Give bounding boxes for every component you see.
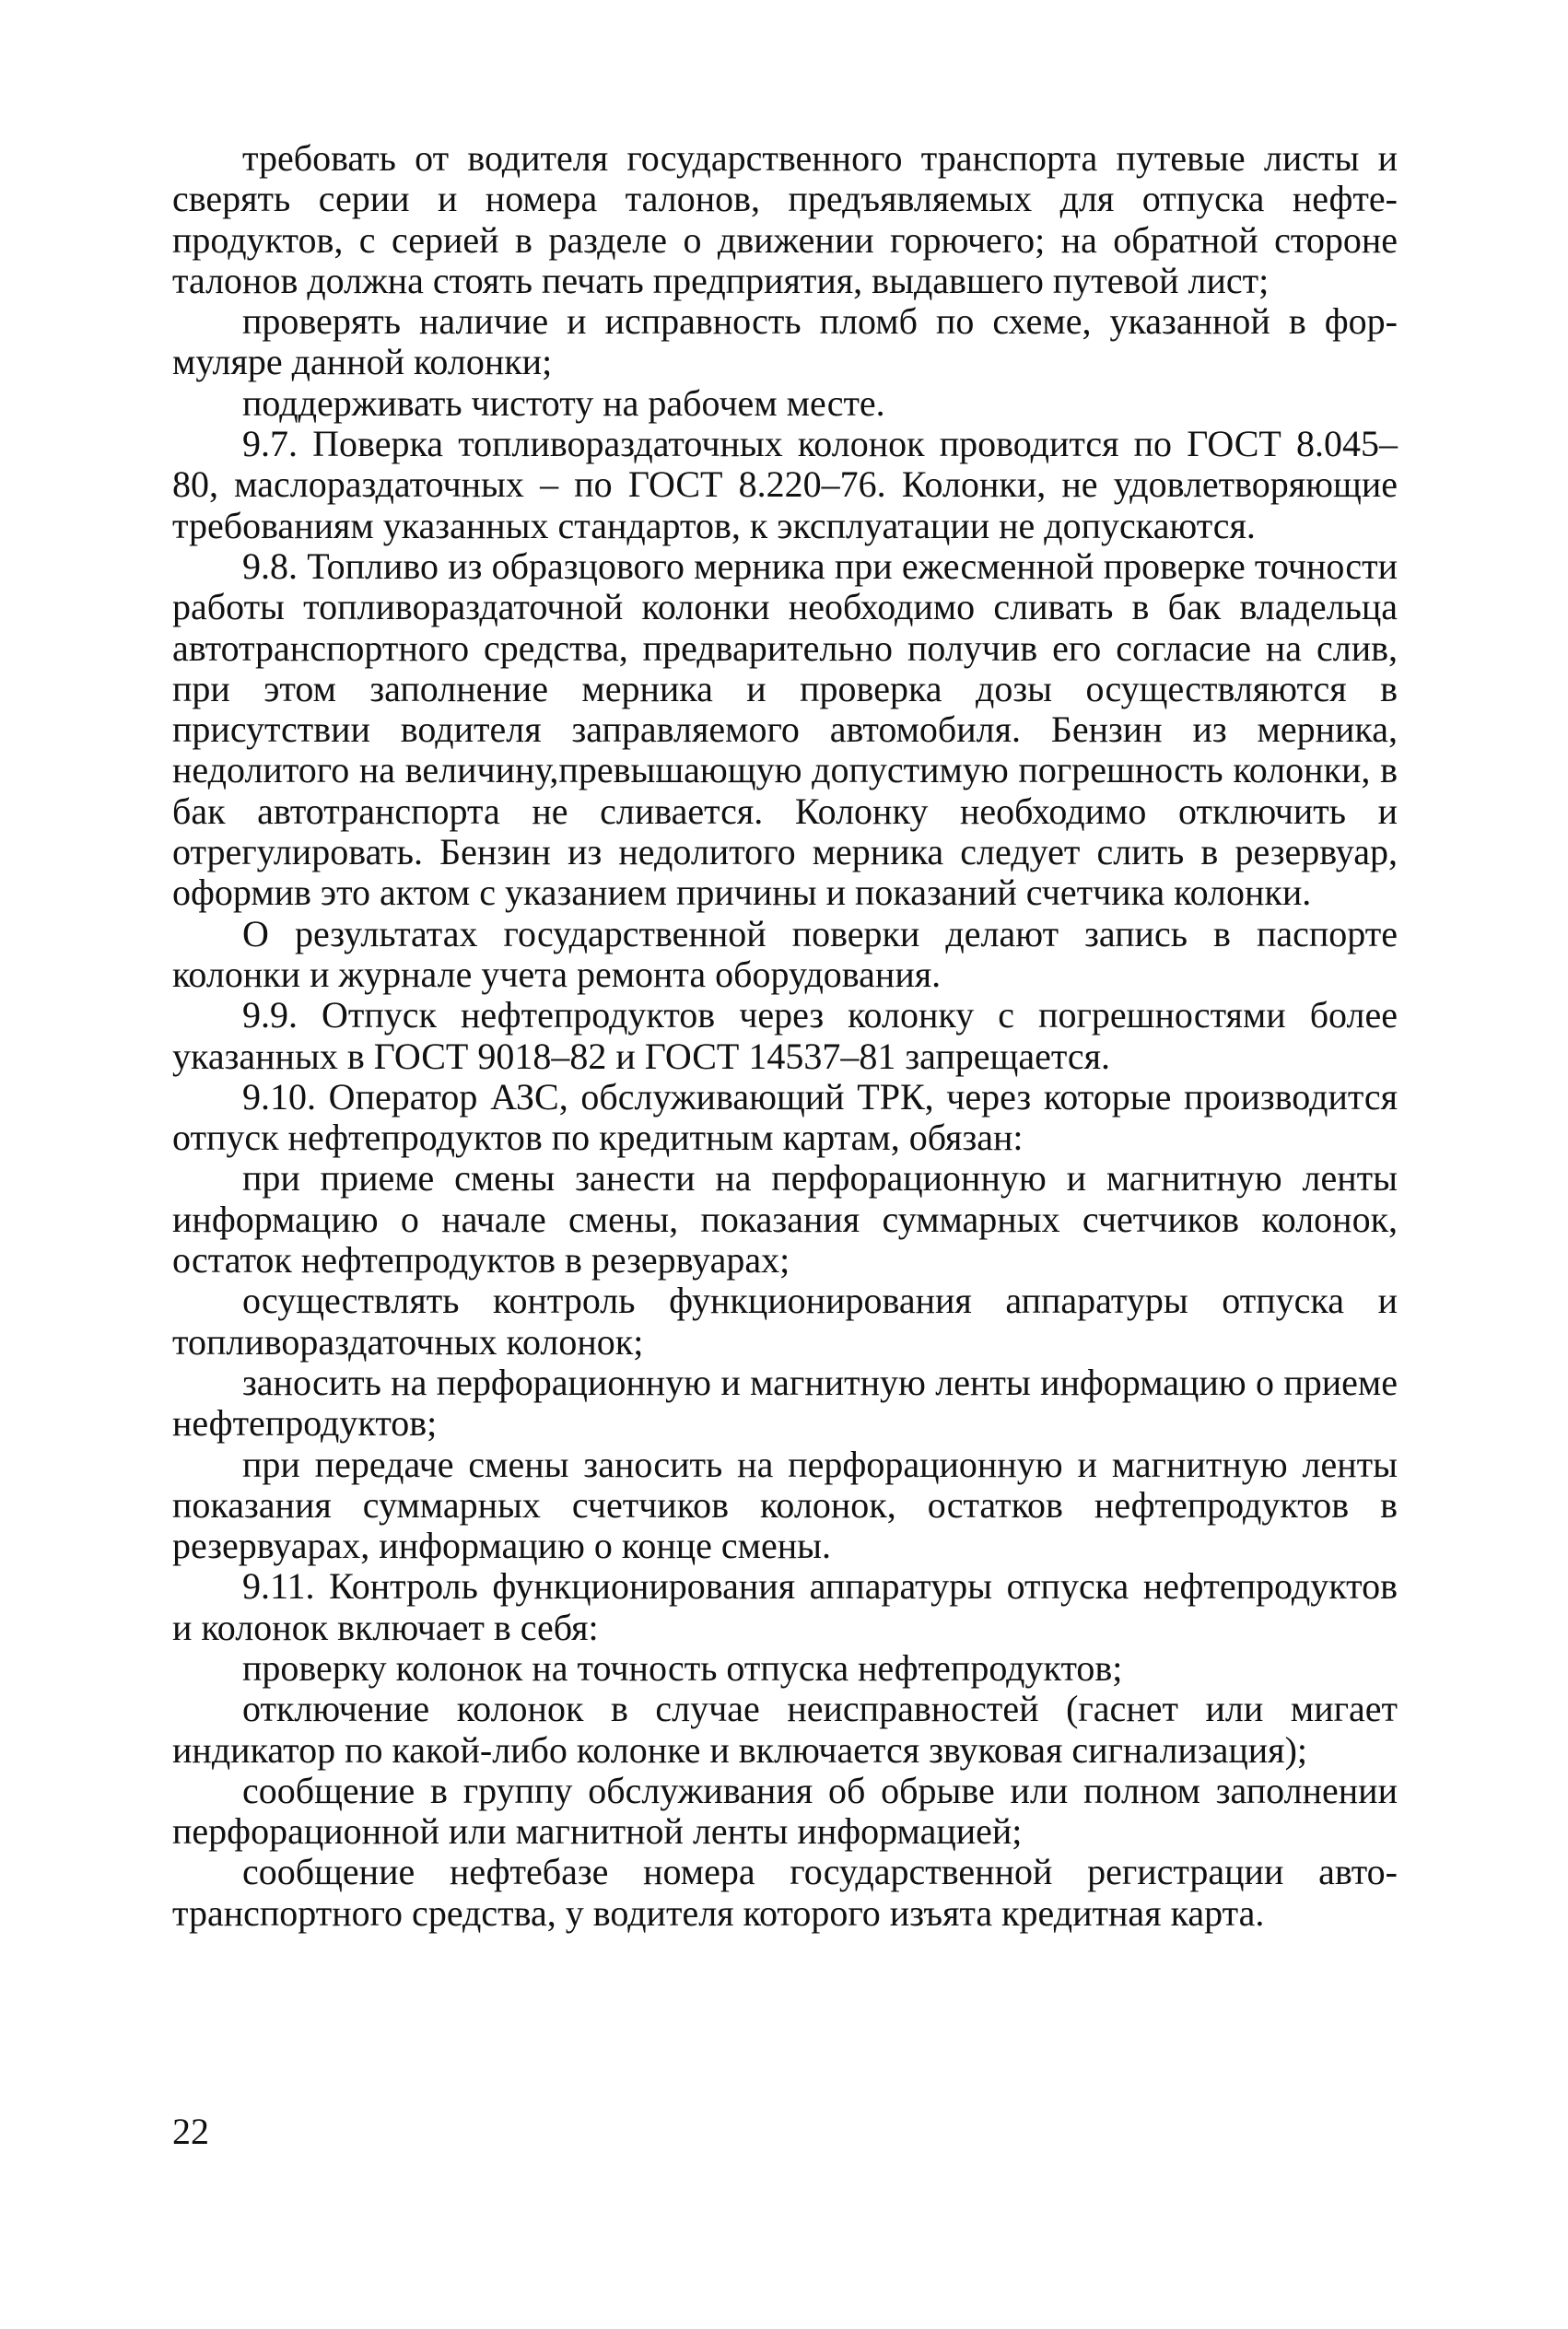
- paragraph-9-11: 9.11. Контроль функционирования аппаратуры отпуска нефтепродуктов и колонок включает в себя:: [172, 1565, 1398, 1648]
- paragraph-16: сообщение в группу обслуживания об обрыве или полном заполнении перфорационной или магнитной ленты информацией;: [172, 1769, 1398, 1853]
- paragraph-9-10: 9.10. Оператор АЗС, обслуживающий ТРК, через которые производится отпуск нефтепродуктов по кредитным картам, обязан:: [172, 1075, 1398, 1159]
- paragraph-12: при передаче смены заносить на перфорационную и магнитную ленты показания суммарных счетчиков колонок, остатков нефтепродуктов в резервуарах, информацию о конце смены.: [172, 1443, 1398, 1567]
- paragraph-11: заносить на перфорационную и магнитную ленты информацию о приеме нефтепродуктов;: [172, 1361, 1398, 1445]
- paragraph-15: отключение колонок в случае неисправностей (гаснет или мигает индикатор по какой-либо колонке и включается звуковая сигнализация);: [172, 1688, 1398, 1771]
- paragraph-1: требовать от водителя государственного транспорта путевые листы и сверять серии и номера талонов, предъявляемых для отпуска нефтепродуктов, с серией в разделе о движении горючего; на обратной стороне талонов должна стоять печать предприятия, выдавшего путевой лист;: [172, 137, 1398, 301]
- paragraph-6: О результатах государственной поверки делают запись в паспорте колонки и журнале учета ремонта оборудования.: [172, 912, 1398, 995]
- page-body: [172, 138, 1398, 1934]
- paragraph-3: поддерживать чистоту на рабочем месте.: [242, 381, 885, 424]
- paragraph-2: проверять наличие и исправность пломб по схеме, указанной в формуляре данной колонки;: [172, 300, 1398, 383]
- paragraph-10: осуществлять контроль функционирования аппаратуры отпуска и топливораздаточных колонок;: [172, 1280, 1398, 1363]
- paragraph-14: проверку колонок на точность отпуска нефтепродуктов;: [242, 1646, 1123, 1689]
- paragraph-9-7: 9.7. Поверка топливораздаточных колонок проводится по ГОСТ 8.045–80, маслораздаточных – по ГОСТ 8.220–76. Колонки, не удовлетворяющие требованиям указанных стандартов, к эксплуатации не допускаются.: [172, 423, 1398, 546]
- page-number: 22: [172, 2111, 209, 2152]
- paragraph-9-8: 9.8. Топливо из образцового мерника при ежесменной проверке точности работы топливораздаточной колонки необходимо сливать в бак владельца автотранспортного средства, предварительно получив его согласие на слив, при этом заполнение мерника и проверка дозы осуществляются в присутствии водителя заправляемого автомобиля. Бензин из мерника, недолитого на величину,превышающую допустимую погрешность колонки, в бак автотранспорта не сливается. Колонку необходимо отключить и отрегулировать. Бензин из недолитого мерника следует слить в резервуар, оформив это актом с указанием причины и показаний счетчика колонки.: [172, 544, 1398, 914]
- paragraph-9: при приеме смены занести на перфорационную и магнитную ленты информацию о начале смены, показания суммарных счетчиков колонок, остаток нефтепродуктов в резервуарах;: [172, 1157, 1398, 1282]
- paragraph-9-9: 9.9. Отпуск нефтепродуктов через колонку с погрешностями более указанных в ГОСТ 9018–82 и ГОСТ 14537–81 запрещается.: [172, 994, 1398, 1077]
- paragraph-17: сообщение нефтебазе номера государственной регистрации автотранспортного средства, у водителя которого изъята кредитная карта.: [172, 1851, 1398, 1934]
